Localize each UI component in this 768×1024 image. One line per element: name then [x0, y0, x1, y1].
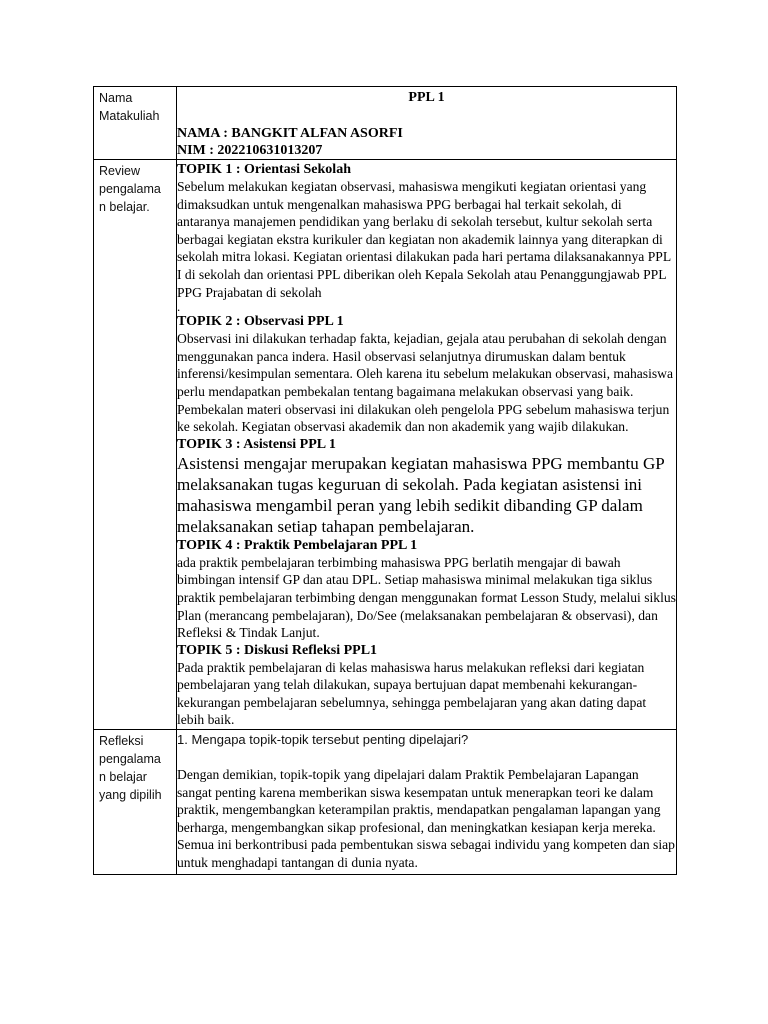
topic-4-body: ada praktik pembelajaran terbimbing mahasiswa PPG berlatih mengajar di bawah bimbingan intensif GP dan atau DPL. Setiap mahasiswa minimal melakukan tiga siklus praktik pembelajaran terbimbing dengan menggunakan format Lesson Study, melalui siklus Plan (merancang pembelajaran), Do/See (melaksanakan pembelajaran & observasi), dan Refleksi & Tindak Lanjut.	[177, 554, 676, 641]
label-refleksi: Refleksi pengalama n belajar yang dipilih	[99, 734, 162, 803]
refleksi-cell	[177, 730, 677, 875]
topic-1-trail: .	[177, 299, 181, 315]
review-row	[94, 160, 677, 730]
topic-3-heading: TOPIK 3 : Asistensi PPL 1	[177, 436, 336, 452]
topic-2-heading: TOPIK 2 : Observasi PPL 1	[177, 314, 344, 330]
label-review: Review pengalama n belajar.	[99, 164, 161, 214]
label-cell-refleksi	[94, 730, 177, 875]
refleksi-answer: Dengan demikian, topik-topik yang dipelajari dalam Praktik Pembelajaran Lapangan sangat penting karena memberikan siswa kesempatan untuk menerapkan teori ke dalam praktik, mengembangkan keterampilan praktis, mendapatkan pengalaman lapangan yang berharga, mengembangkan sikap profesional, dan meningkatkan kesiapan kerja mereka. Semua ini berkontribusi pada pembentukan siswa sebagai individu yang kompeten dan siap untuk menghadapi tantangan di dunia nyata.	[177, 767, 675, 871]
refleksi-row	[94, 730, 677, 875]
label-cell-matakuliah	[94, 87, 177, 160]
topic-2-body: Observasi ini dilakukan terhadap fakta, kejadian, gejala atau perubahan di sekolah dengan menggunakan panca indera. Hasil observasi selanjutnya dirumuskan dalam bentuk inferensi/kesimpulan sementara. Oleh karena itu sebelum melakukan observasi, mahasiswa perlu mendapatkan pembekalan tentang bagaimana melakukan observasi yang baik. Pembekalan materi observasi ini dilakukan oleh pengelola PPG sebelum mahasiswa terjun ke sekolah. Kegiatan observasi akademik dan non akademik yang wajib dilakukan.	[177, 331, 674, 435]
ppl-table	[93, 86, 677, 875]
refleksi-question: 1. Mengapa topik-topik tersebut penting dipelajari?	[177, 732, 469, 748]
topic-5-heading: TOPIK 5 : Diskusi Refleksi PPL1	[177, 642, 378, 658]
label-cell-review	[94, 160, 177, 730]
student-nim: NIM : 202210631013207	[177, 143, 323, 158]
topic-4-heading: TOPIK 4 : Praktik Pembelajaran PPL 1	[177, 537, 418, 553]
topic-1-heading: TOPIK 1 : Orientasi Sekolah	[177, 162, 351, 177]
header-row	[94, 87, 677, 160]
label-matakuliah: Nama Matakuliah	[99, 91, 160, 123]
topic-3-body: Asistensi mengajar merupakan kegiatan mahasiswa PPG membantu GP melaksanakan tugas keguruan di sekolah. Pada kegiatan asistensi ini mahasiswa mengambil peran yang lebih sedikit dibanding GP dalam melaksanakan setiap tahapan pembelajaran.	[177, 453, 665, 536]
student-name: NAMA : BANGKIT ALFAN ASORFI	[177, 126, 403, 141]
topic-1-body: Sebelum melakukan kegiatan observasi, mahasiswa mengikuti kegiatan orientasi yang dimaksudkan untuk mengenalkan mahasiswa PPG berbagai hal terkait sekolah, di antaranya manajemen pendidikan yang berlaku di sekolah tersebut, kultur sekolah serta berbagai kegiatan ekstra kurikuler dan kegiatan non akademik lainnya yang diterapkan di sekolah mitra lokasi. Kegiatan orientasi dilakukan pada hari pertama dilaksanakannya PPL I di sekolah dan orientasi PPL diberikan oleh Kepala Sekolah atau Penanggungjawab PPL PPG Prajabatan di sekolah	[177, 179, 671, 300]
topic-5-body: Pada praktik pembelajaran di kelas mahasiswa harus melakukan refleksi dari kegiatan pembelajaran yang telah dilakukan, supaya bertujuan dapat membenahi kekurangan-kekurangan pembelajaran sebelumnya, sehingga pembelajaran yang akan dating dapat lebih baik.	[177, 659, 647, 728]
header-cell	[177, 87, 677, 160]
doc-title: PPL 1	[408, 90, 445, 105]
review-cell	[177, 160, 677, 730]
